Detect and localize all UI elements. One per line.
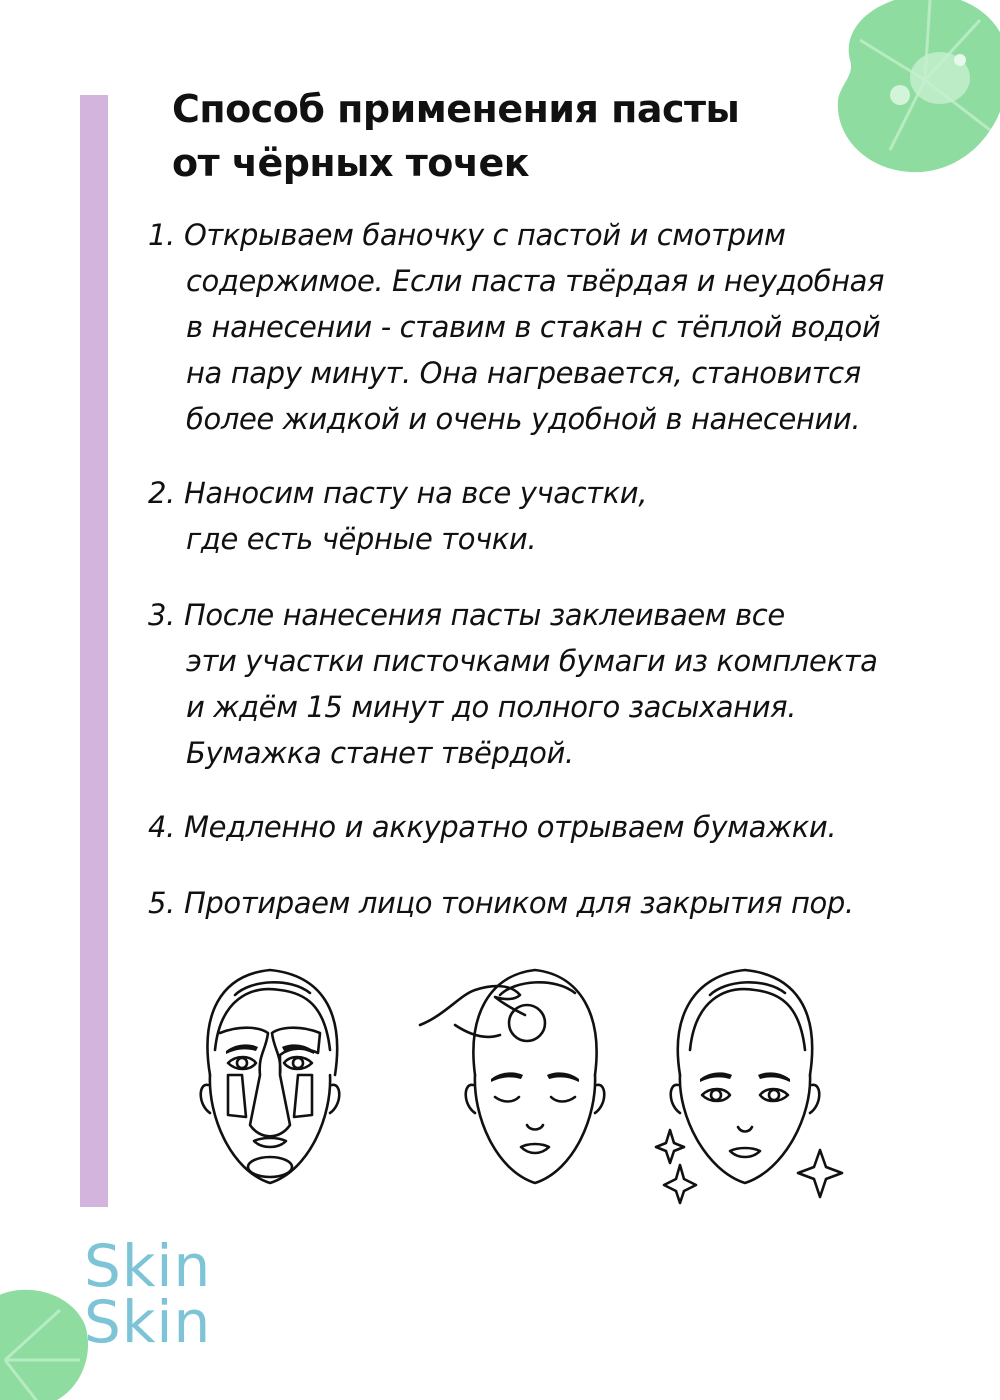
step-text-line: более жидкой и очень удобной в нанесении.: [186, 402, 861, 436]
step-text-line: Медленно и аккуратно отрываем бумажки.: [184, 810, 837, 844]
step-text-line: на пару минут. Она нагревается, становится: [186, 356, 861, 390]
step-4: [148, 804, 978, 850]
title-line-2: от чёрных точек: [172, 141, 530, 185]
step-3: [148, 592, 978, 776]
step-5: [148, 880, 978, 926]
step-2: [148, 470, 978, 562]
step-text-line: Бумажка станет твёрдой.: [186, 736, 574, 770]
step-text-line: Протираем лицо тоником для закрытия пор.: [184, 886, 854, 920]
step-number: 5.: [148, 886, 175, 920]
step-number: 3.: [148, 598, 175, 632]
logo-text-2: Skin: [84, 1288, 212, 1356]
face-with-paste-zones-icon: [180, 955, 360, 1195]
step-text-line: Открываем баночку с пастой и смотрим: [184, 218, 786, 252]
step-text-line: После нанесения пасты заклеиваем все: [184, 598, 785, 632]
step-text-line: эти участки писточками бумаги из комплекта: [186, 644, 878, 678]
step-number: 4.: [148, 810, 175, 844]
brand-logo: [84, 1232, 214, 1356]
leaf-bottom-left-icon: [0, 1280, 90, 1400]
title-line-1: Способ применения пасты: [172, 87, 740, 131]
step-text-line: в нанесении - ставим в стакан с тёплой водой: [186, 310, 881, 344]
accent-side-bar: [80, 95, 108, 1207]
face-wiping-with-pad-icon: [415, 955, 615, 1195]
logo-line-1: [84, 1232, 214, 1300]
step-text-line: содержимое. Если паста твёрдая и неудобная: [186, 264, 885, 298]
step-number: 1.: [148, 218, 175, 252]
step-text-line: где есть чёрные точки.: [186, 522, 537, 556]
step-1: [148, 212, 978, 442]
logo-line-2: [84, 1288, 214, 1356]
logo-text-1: Skin: [84, 1232, 212, 1300]
page-title: [172, 82, 872, 190]
step-number: 2.: [148, 476, 175, 510]
face-clean-sparkles-icon: [650, 955, 850, 1205]
step-text-line: Наносим пасту на все участки,: [184, 476, 648, 510]
step-text-line: и ждём 15 минут до полного засыхания.: [186, 690, 797, 724]
